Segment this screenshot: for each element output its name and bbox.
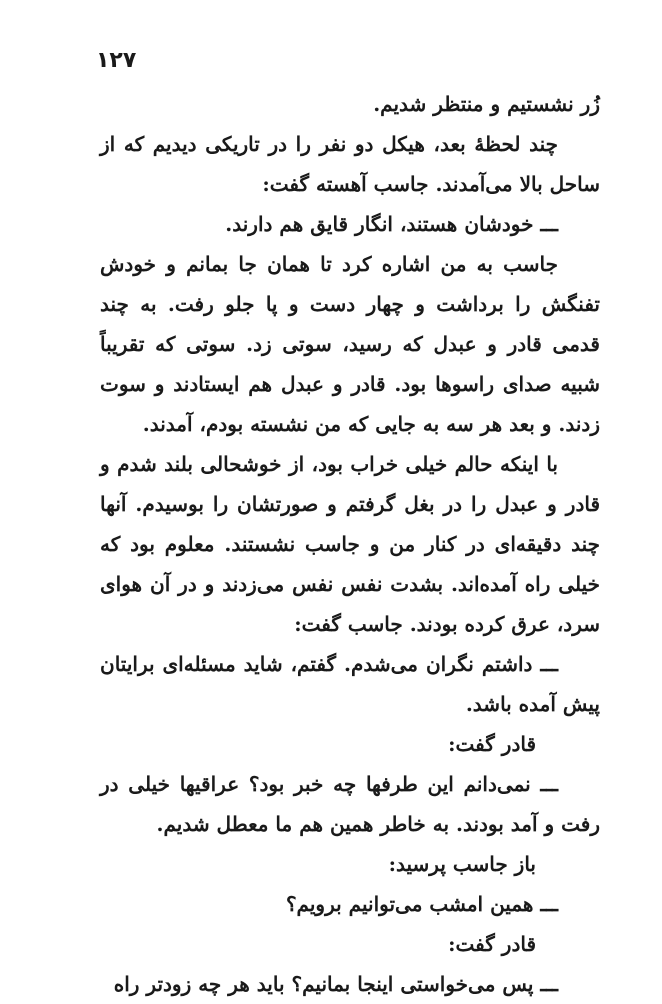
paragraph: ـــ خودشان هستند، انگار قایق هم دارند. (225, 212, 558, 236)
paragraph: ـــ داشتم نگران می‌شدم. گفتم، شاید مسئله‌ای برایتان پیش آمده باشد. (100, 652, 600, 716)
paragraph: ـــ نمی‌دانم این طرفها چه خبر بود؟ عراقیها خیلی در رفت و آمد بودند. به خاطر همین هم ما معطل شدیم. (100, 772, 600, 836)
paragraph: زُر نشستیم و منتظر شدیم. (373, 92, 600, 116)
page-number: ۱۲۷ (96, 48, 137, 73)
paragraph: جاسب به من اشاره کرد تا همان جا بمانم و خودش تفنگش را برداشت و چهار دست و پا جلو رفت. به چند قدمی قادر و عبدل که رسید، سوتی زد. سوتی که تقریباً شبیه صدای راسوها بود. قادر و عبدل هم ایستادند و سوت زدند. و بعد هر سه به جایی که من نشسته بودم، آمدند. (100, 252, 600, 436)
paragraph: باز جاسب پرسید: (388, 852, 536, 876)
body-text (100, 84, 600, 1004)
paragraph: قادر گفت: (448, 932, 536, 956)
paragraph: با اینکه حالم خیلی خراب بود، از خوشحالی بلند شدم و قادر و عبدل را در بغل گرفتم و صورتشان را بوسیدم. آنها چند دقیقه‌ای در کنار من و جاسب نشستند. معلوم بود که خیلی راه آمده‌اند. بشدت نفس نفس می‌زدند و در آن هوای سرد، عرق کرده بودند. جاسب گفت: (100, 452, 600, 636)
paragraph: ـــ همین امشب می‌توانیم برویم؟ (285, 892, 558, 916)
paragraph: ـــ پس می‌خواستی اینجا بمانیم؟ باید هر چه زودتر راه (113, 972, 558, 996)
paragraph: قادر گفت: (448, 732, 536, 756)
paragraph: چند لحظهٔ بعد، هیکل دو نفر را در تاریکی دیدیم که از ساحل بالا می‌آمدند. جاسب آهسته گفت: (100, 132, 600, 196)
